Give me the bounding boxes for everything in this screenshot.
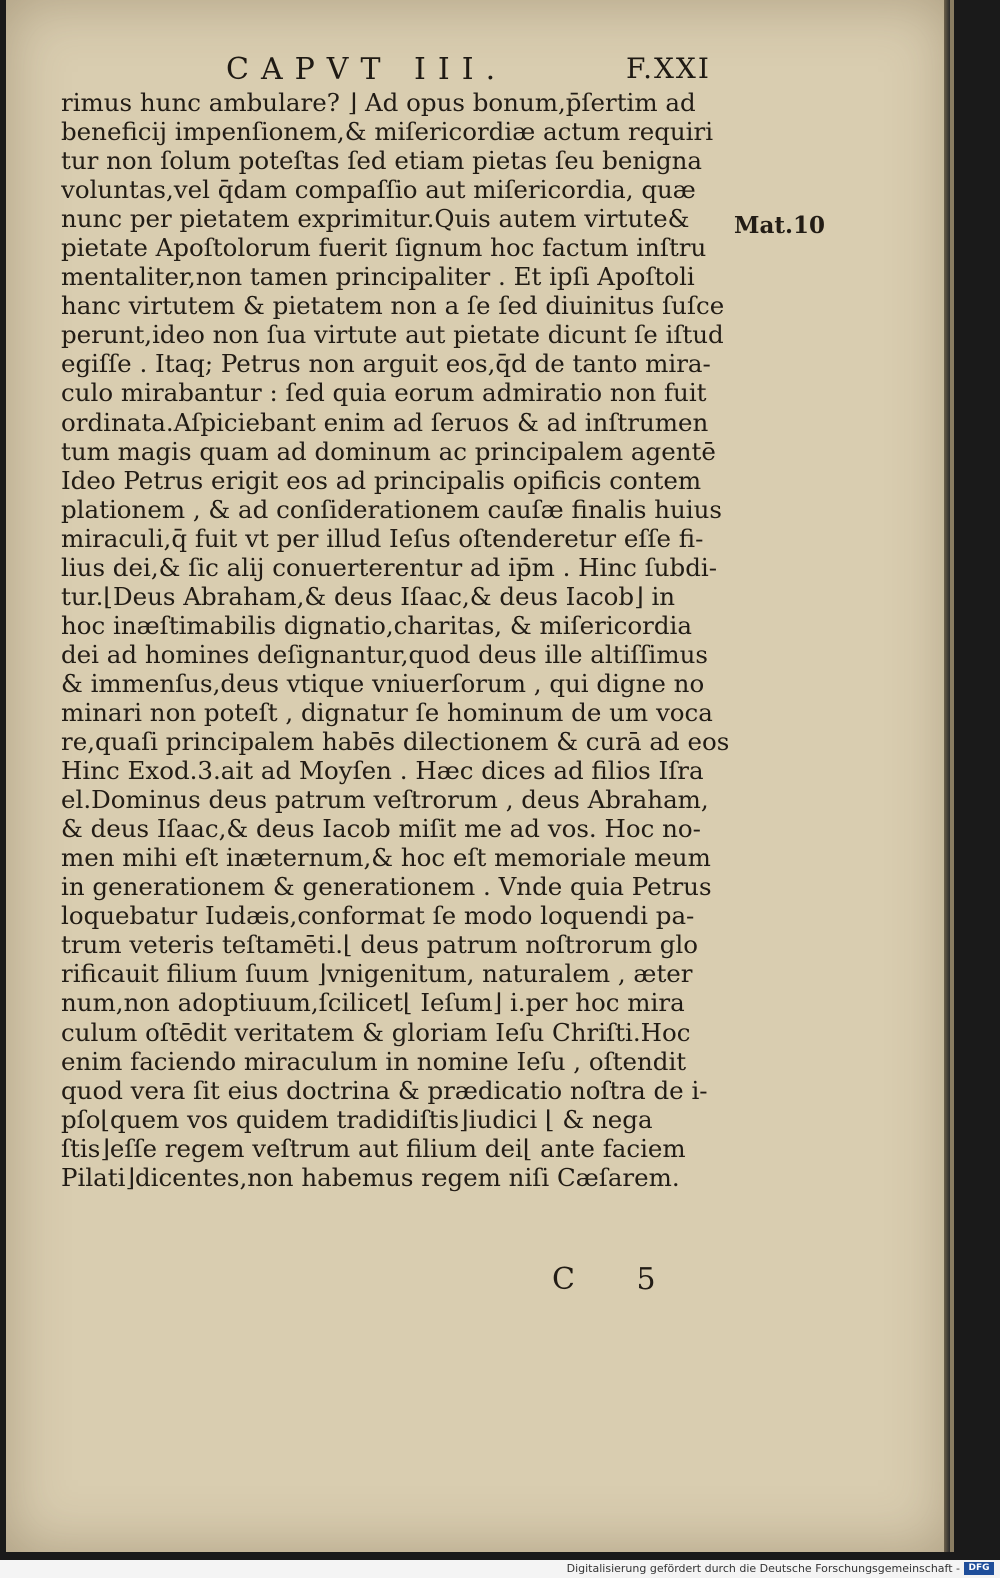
text-line: & deus Iſaac,& deus Iacob miſit me ad vos. Hoc no- — [61, 814, 701, 844]
text-line: mentaliter,non tamen principaliter . Et ipſi Apoſtoli — [61, 262, 695, 292]
text-line: men mihi eſt inæternum,& hoc eſt memoriale meum — [61, 843, 711, 873]
dfg-logo: DFG — [964, 1562, 994, 1575]
book-page — [6, 0, 954, 1552]
folio-number: F.XXI — [626, 52, 711, 85]
text-line: re,quaſi principalem habēs dilectionem & curā ad eos — [61, 727, 730, 757]
text-line: num,non adoptiuum,ſcilicet⌊ Ieſum⌋ i.per hoc mira — [61, 988, 685, 1018]
text-line: lius dei,& ſic alij conuerterentur ad ip̄m . Hinc ſubdi- — [61, 552, 717, 582]
text-line: quod vera ſit eius doctrina & prædicatio noſtra de i- — [61, 1075, 708, 1105]
signature-mark: C 5 — [552, 1262, 682, 1297]
marginal-note: Mat.10 — [734, 212, 826, 239]
text-line: miraculi,q̄ fuit vt per illud Ieſus oſtenderetur eſſe fi- — [61, 523, 704, 553]
footer-credit: Digitalisierung gefördert durch die Deutsche Forschungsgemeinschaft - — [566, 1562, 960, 1575]
text-line: nunc per pietatem exprimitur.Quis autem virtute& — [61, 204, 690, 234]
text-line: hoc inæſtimabilis dignatio,charitas, & miſericordia — [61, 610, 692, 640]
page-edge — [944, 0, 950, 1552]
text-line: trum veteris teſtamēti.⌊ deus patrum noſtrorum glo — [61, 930, 699, 960]
text-line: culo mirabantur : ſed quia eorum admiratio non fuit — [61, 378, 707, 408]
body-text — [61, 88, 741, 1192]
text-line: Pilati⌋dicentes,non habemus regem niſi Cæſarem. — [61, 1162, 680, 1192]
text-line: plationem , & ad conſiderationem cauſæ finalis huius — [61, 494, 722, 524]
text-line: beneficij impenſionem,& miſericordiæ actum requiri — [61, 117, 714, 147]
text-line: loquebatur Iudæis,conformat ſe modo loquendi pa- — [61, 901, 695, 931]
text-line: tur non ſolum poteſtas ſed etiam pietas ſeu benigna — [61, 146, 703, 176]
text-line: culum oſtēdit veritatem & gloriam Ieſu Chriſti.Hoc — [61, 1017, 691, 1047]
text-line: Ideo Petrus erigit eos ad principalis opificis contem — [61, 465, 702, 495]
running-head — [66, 52, 726, 86]
chapter-heading: CAPVT III. — [226, 52, 508, 87]
text-line: rimus hunc ambulare? ⌋ Ad opus bonum,p̄ſertim ad — [61, 88, 696, 117]
text-line: pſo⌊quem vos quidem tradidiſtis⌋iudici ⌊ & nega — [61, 1104, 653, 1134]
text-line: ordinata.Aſpiciebant enim ad ſeruos & ad inſtrumen — [61, 407, 709, 437]
text-line: ſtis⌋eſſe regem veſtrum aut filium dei⌊ ante faciem — [61, 1133, 686, 1163]
text-line: rificauit filium ſuum ⌋vnigenitum, naturalem , æter — [61, 959, 693, 989]
text-line: tum magis quam ad dominum ac principalem agentē — [61, 436, 716, 466]
text-line: voluntas,vel q̄dam compaſſio aut miſericordia, quæ — [61, 175, 696, 205]
text-line: & immenſus,deus vtique vniuerſorum , qui digne no — [61, 668, 705, 698]
text-line: minari non poteſt , dignatur ſe hominum de um voca — [61, 697, 713, 727]
text-line: el.Dominus deus patrum veſtrorum , deus Abraham, — [61, 785, 709, 815]
text-line: egiſſe . Itaq; Petrus non arguit eos,q̄d de tanto mira- — [61, 349, 711, 379]
text-line: tur.⌊Deus Abraham,& deus Iſaac,& deus Iacob⌋ in — [61, 581, 676, 611]
text-line: in generationem & generationem . Vnde quia Petrus — [61, 872, 712, 902]
text-line: dei ad homines deſignantur,quod deus ille altiſſimus — [61, 639, 708, 669]
text-line: perunt,ideo non ſua virtute aut pietate dicunt ſe iſtud — [61, 320, 724, 350]
text-line: hanc virtutem & pietatem non a ſe ſed diuinitus ſuſce — [61, 291, 725, 321]
text-line: enim faciendo miraculum in nomine Ieſu , oſtendit — [61, 1046, 687, 1076]
text-line: pietate Apoſtolorum fuerit ſignum hoc factum inſtru — [61, 233, 707, 263]
footer-bar — [0, 1560, 1000, 1578]
text-line: Hinc Exod.3.ait ad Moyſen . Hæc dices ad filios Iſra — [61, 756, 704, 786]
